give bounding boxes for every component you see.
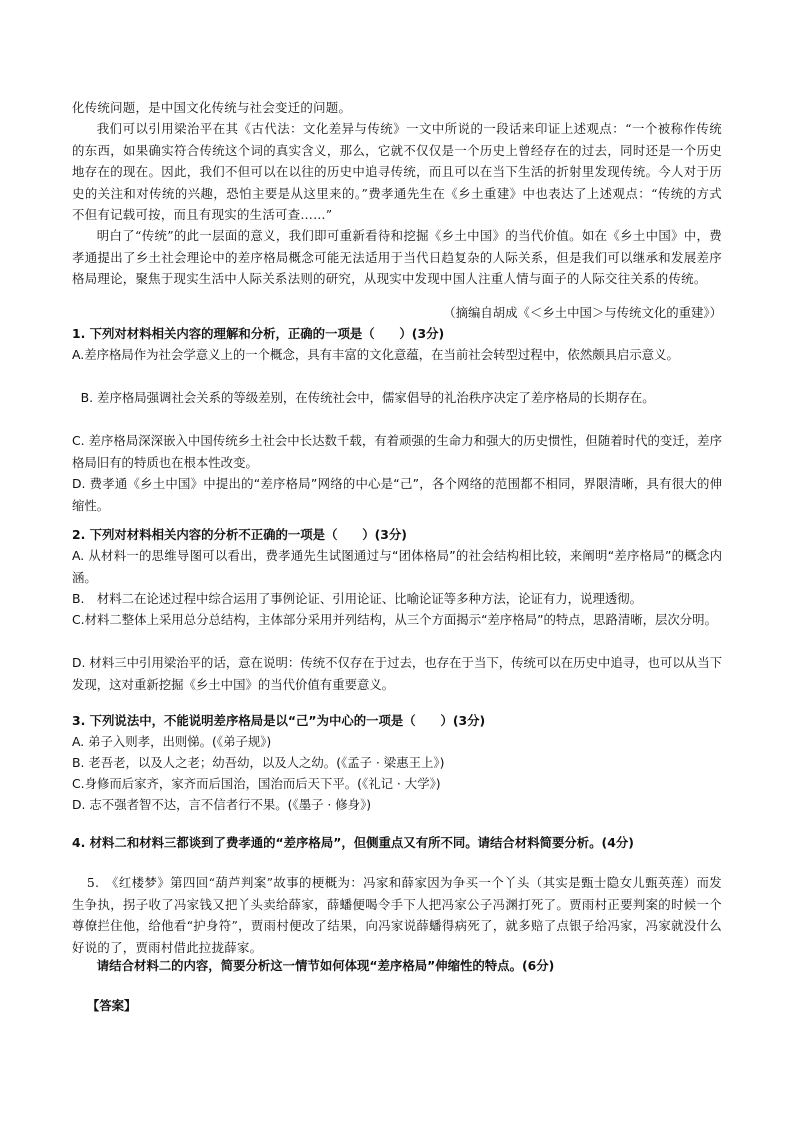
passage-source: （摘编自胡成《＜乡土中国＞与传统文化的重建》） [443, 305, 722, 320]
q1-option-a: A.差序格局作为社会学意义上的一个概念，具有丰富的文化意蕴，在当前社会转型过程中，依然颇具启示意义。 [72, 347, 679, 362]
q2-option-d: D. 材料三中引用梁治平的话，意在说明：传统不仅存在于过去，也存在于当下，传统可以在历史中追寻，也可以从当下发现，这对重新挖掘《乡土中国》的当代价值有重要意义。 [72, 655, 722, 692]
q1-option-d: D. 费孝通《乡土中国》中提出的“差序格局”网络的中心是“己”，各个网络的范围都不相同，界限清晰，具有很大的伸缩性。 [72, 476, 722, 513]
q3-stem: 3. 下列说法中，不能说明差序格局是以“己”为中心的一项是（ ）(3分) [72, 713, 486, 728]
q3-option-b: B. 老吾老，以及人之老；幼吾幼，以及人之幼。(《孟子 · 梁惠王上》) [72, 755, 445, 770]
q2-option-b: B. 材料二在论述过程中综合运用了事例论证、引用论证、比喻论证等多种方法，论证有力，说理透彻。 [72, 591, 643, 606]
q1-stem: 1. 下列对材料相关内容的理解和分析，正确的一项是（ ）(3分) [72, 326, 445, 341]
passage-paragraph-2: 明白了“传统”的此一层面的意义，我们即可重新看待和挖掘《乡土中国》的当代价值。如在《乡土中国》中，费孝通提出了乡土社会理论中的差序格局概念可能无法适用于当代日趋复杂的人际关系，但是我们可以继承和发展差序格局理论，聚焦于现实生活中人际关系法则的研究，从现实中发现中国人注重人情与面子的人际交往关系的传统。 [72, 228, 722, 286]
q3-option-c: C.身修而后家齐，家齐而后国治，国治而后天下平。(《礼记 · 大学》) [72, 776, 441, 791]
passage-paragraph-1: 我们可以引用梁治平在其《古代法：文化差异与传统》一文中所说的一段话来印证上述观点：“一个被称作传统的东西，如果确实符合传统这个词的真实含义，那么，它就不仅仅是一个历史上曾经存在的过去，同时还是一个历史地存在的现在。因此，我们不但可以在以往的历史中追寻传统，而且可以在当下生活的折射里发现传统。今人对于历史的关注和对传统的兴趣，恐怕主要是从这里来的。”费孝通先生在《乡土重建》中也表达了上述观点：“传统的方式不但有记载可按，而且有现实的生活可查……” [72, 121, 722, 222]
q2-option-c: C.材料二整体上采用总分总结构，主体部分采用并列结构，从三个方面揭示“差序格局”的特点，思路清晰，层次分明。 [72, 612, 717, 627]
q3-option-a: A. 弟子入则孝，出则悌。(《弟子规》) [72, 734, 272, 749]
answer-label: 【答案】 [86, 998, 137, 1013]
q2-option-a: A. 从材料一的思维导图可以看出，费孝通先生试图通过与“团体格局”的社会结构相比较，来阐明“差序格局”的概念内涵。 [72, 548, 722, 585]
q1-option-c: C. 差序格局深深嵌入中国传统乡土社会中长达数千载，有着顽强的生命力和强大的历史惯性，但随着时代的变迁，差序格局旧有的特质也在根本性改变。 [72, 433, 722, 470]
q4-stem: 4. 材料二和材料三都谈到了费孝通的“差序格局”，但侧重点又有所不同。请结合材料简要分析。(4分) [72, 835, 634, 850]
q5-question: 请结合材料二的内容，简要分析这一情节如何体现“差序格局”伸缩性的特点。(6分) [96, 958, 555, 973]
passage-paragraph-0: 化传统问题，是中国文化传统与社会变迁的问题。 [72, 100, 352, 115]
q3-option-d: D. 志不强者智不达，言不信者行不果。(《墨子 · 修身》) [72, 797, 372, 812]
q2-stem: 2. 下列对材料相关内容的分析不正确的一项是（ ）(3分) [72, 527, 407, 542]
q5-story: 5. 《红楼梦》第四回“葫芦判案”故事的梗概为：冯家和薛家因为争买一个丫头（其实是甄士隐女儿甄英莲）而发生争执，拐子收了冯家钱又把丫头卖给薛家，薛蟠便喝令手下人把冯家公子冯渊打死了。贾雨村正要判案的时候一个尊僚拦住他，给他看“护身符”，贾雨村便改了结果，向冯家说薛蟠得病死了，就多赔了点银子给冯家，冯家就没什么好说的了，贾雨村借此拉拢薛家。 [72, 875, 722, 955]
q1-option-b: B. 差序格局强调社会关系的等级差别，在传统社会中，儒家倡导的礼治秩序决定了差序格局的长期存在。 [80, 390, 655, 405]
